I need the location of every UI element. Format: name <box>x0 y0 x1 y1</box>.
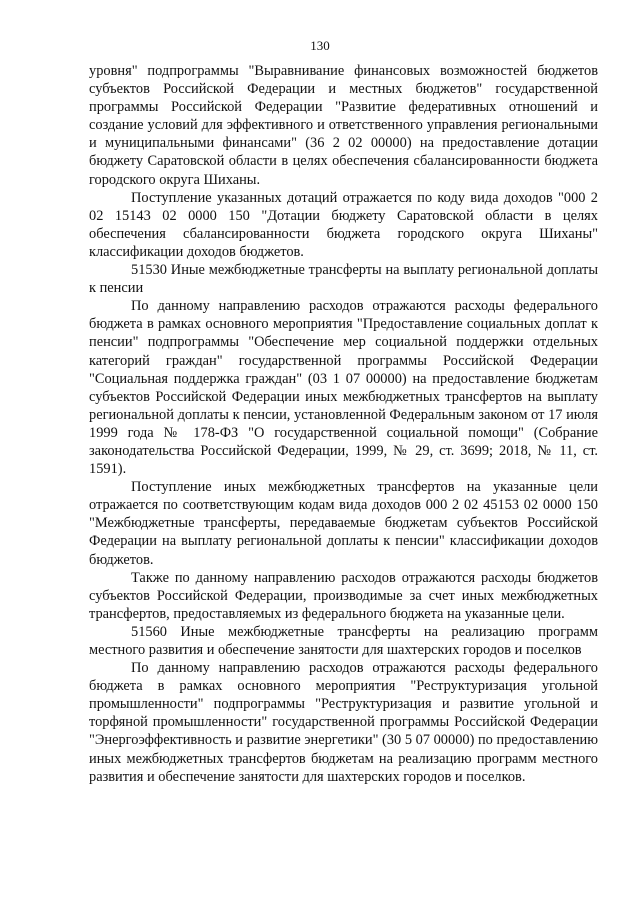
page-number: 130 <box>310 38 330 53</box>
paragraph: По данному направлению расходов отражаются расходы федерального бюджета в рамках основного мероприятия "Реструктуризация угольной промышленности" подпрограммы "Реструктуризация и развитие угольной и торфяной промышленности" государственной программы Российской Федерации "Энергоэффективность и развитие энергетики" (30 5 07 00000) по предоставлению иных межбюджетных трансфертов бюджетам на реализацию программ местного развития и обеспечение занятости для шахтерских городов и поселков. <box>89 660 599 785</box>
paragraph-continued: уровня" подпрограммы "Выравнивание финансовых возможностей бюджетов субъектов Российской Федерации и местных бюджетов" государственной программы Российской Федерации "Развитие федеративных отношений и создание условий для эффективного и ответственного управления региональными и муниципальными финансами" (36 2 02 00000) на предоставление дотации бюджету Саратовской области в целях обеспечения сбалансированности бюджета городского округа Шиханы. <box>89 63 598 188</box>
section-heading: 51560 Иные межбюджетные трансферты на реализацию программ местного развития и обеспечение занятости для шахтерских городов и поселков <box>89 623 598 658</box>
paragraph: Поступление иных межбюджетных трансфертов на указанные цели отражается по соответствующим кодам вида доходов 000 2 02 45153 02 0000 150 "Межбюджетные трансферты, передаваемые бюджетам субъектов Российской Федерации на выплату региональной доплаты к пенсии" классификации доходов бюджетов. <box>89 479 598 568</box>
paragraph: Поступление указанных дотаций отражается по коду вида доходов "000 2 02 15143 02 0000 150 "Дотации бюджету Саратовской области в целях обеспечения сбалансированности бюджета городского округа Шиханы" классификации доходов бюджетов. <box>89 189 598 260</box>
paragraph: Также по данному направлению расходов отражаются расходы бюджетов субъектов Российской Федерации, производимые за счет иных межбюджетных трансфертов, предоставляемых из федерального бюджета на указанные цели. <box>89 569 598 622</box>
paragraph: По данному направлению расходов отражаются расходы федерального бюджета в рамках основного мероприятия "Предоставление социальных доплат к пенсии" подпрограммы "Обеспечение мер социальной поддержки отдельных категорий граждан" государственной программы Российской Федерации "Социальная поддержка граждан" (03 1 07 00000) на предоставление бюджетам субъектов Российской Федерации иных межбюджетных трансфертов на выплату региональной доплаты к пенсии, установленной Федеральным законом от 17 июля 1999 года № 178-ФЗ "О государственной социальной помощи" (Собрание законодательства Российской Федерации, 1999, № 29, ст. 3699; 2018, № 11, ст. 1591). <box>89 298 598 478</box>
document-body <box>89 62 598 786</box>
section-heading: 51530 Иные межбюджетные трансферты на выплату региональной доплаты к пенсии <box>89 262 598 297</box>
